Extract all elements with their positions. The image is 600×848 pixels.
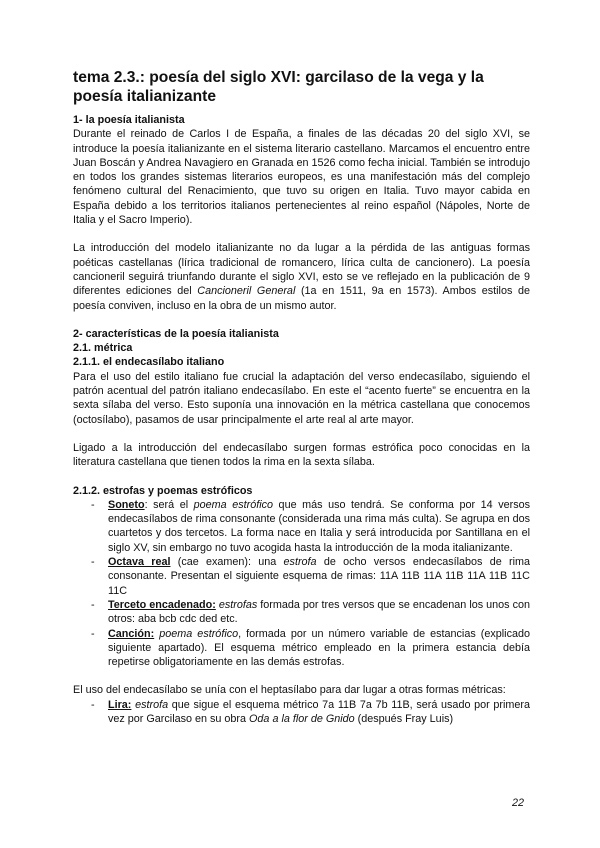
subsection-estrofas-heading: 2.1.2. estrofas y poemas estróficos — [73, 484, 253, 497]
subsection-metrica-heading: 2.1. métrica — [73, 342, 133, 355]
section-1-paragraph-2: La introducción del modelo italianizante no da lugar a la pérdida de las antiguas formas poéticas castellanas (lírica tradicional de romancero, lírica culta de cancionero). La poesía cancioneril seguirá triunfando durante el siglo XVI, esto se ve reflejado en la publicación de 9 diferentes ediciones del Cancioneril General (1a en 1511, 9a en 1573). Ambos estilos de poesía conviven, incluso en la obra de un mismo autor. — [73, 242, 530, 312]
section-2-heading: 2- características de la poesía italianista — [73, 327, 279, 340]
list-item-octava-real: - Octava real (cae examen): una estrofa de ocho versos endecasílabos de rima consonante. Presentan el siguiente esquema de rimas: 11A 11B 11A 11B 11A 11B 11C 11C — [91, 556, 530, 597]
section-1-heading: 1- la poesía italianista — [73, 114, 185, 126]
document-title: tema 2.3.: poesía del siglo XVI: garcilaso de la vega y la poesía italianizante — [73, 69, 484, 105]
list-item-terceto: - Terceto encadenado: estrofas formada por tres versos que se encadenan los unos con otros: aba bcb cdc ded etc. — [91, 598, 531, 626]
list-item-soneto: - Soneto: será el poema estrófico que más uso tendrá. Se conforma por 14 versos endecasílabos de rima consonante (considerada una rima más culta). Se agrupa en dos cuartetos y dos tercetos. La forma nace en Italia y será introducida por Santillana en el siglo XV, sin embargo no tuvo acogida hasta la introducción de la moda italianizante. — [91, 498, 530, 554]
heptasilabo-paragraph: El uso del endecasílabo se unía con el heptasílabo para dar lugar a otras formas métricas: — [73, 684, 506, 697]
list-item-cancion: - Canción: poema estrófico, formada por un número variable de estancias (explicado siguiente apartado). El esquema métrico empleado en la primera estancia debía repetirse obligatoriamente en las demás estrofas. — [91, 627, 530, 669]
subsection-endecasilabo-heading: 2.1.1. el endecasílabo italiano — [73, 356, 225, 369]
estrofas-intro-paragraph: Ligado a la introducción del endecasílabo surgen formas estrófica poco conocidas en la literatura castellana que tienen todos la rima en la sexta sílaba. — [73, 441, 530, 469]
section-1-paragraph-1: Durante el reinado de Carlos I de España, a finales de las décadas 20 del siglo XVI, se introduce la poesía italianizante en el sistema literario castellano. Marcamos el encuentro entre Juan Boscán y Andrea Navagiero en Granada en 1526 como fecha inicial. También se introdujo en todos los grandes sistemas literarios europeos, es una manifestación más del complejo fenómeno cultural del Renacimiento, que tuvo su origen en Italia. Tuvo mayor cabida en España debido a los territorios italianos pertenecientes al reino español (Nápoles, Norte de Italia y el Sacro Imperio). — [73, 128, 530, 227]
endecasilabo-paragraph: Para el uso del estilo italiano fue crucial la adaptación del verso endecasílabo, siguiendo el patrón acentual del patrón italiano endecasílabo. En este el “acento fuerte” se encuentra en la sexta sílaba del verso. Esto suponía una innovación en la métrica castellana que conocemos (octosílabo), pasamos de usar principalmente el arte real al arte mayor. — [73, 370, 530, 426]
strophe-list — [73, 498, 530, 670]
list-item-lira: - Lira: estrofa que sigue el esquema métrico 7a 11B 7a 7b 11B, será usado por primera vez por Garcilaso en su obra Oda a la flor de Gnido (después Fray Luis) — [91, 698, 530, 725]
page-number: 22 — [512, 797, 525, 809]
cancionero-title: Cancioneril General — [197, 285, 296, 298]
lira-list — [73, 698, 530, 727]
document-page — [73, 68, 530, 726]
